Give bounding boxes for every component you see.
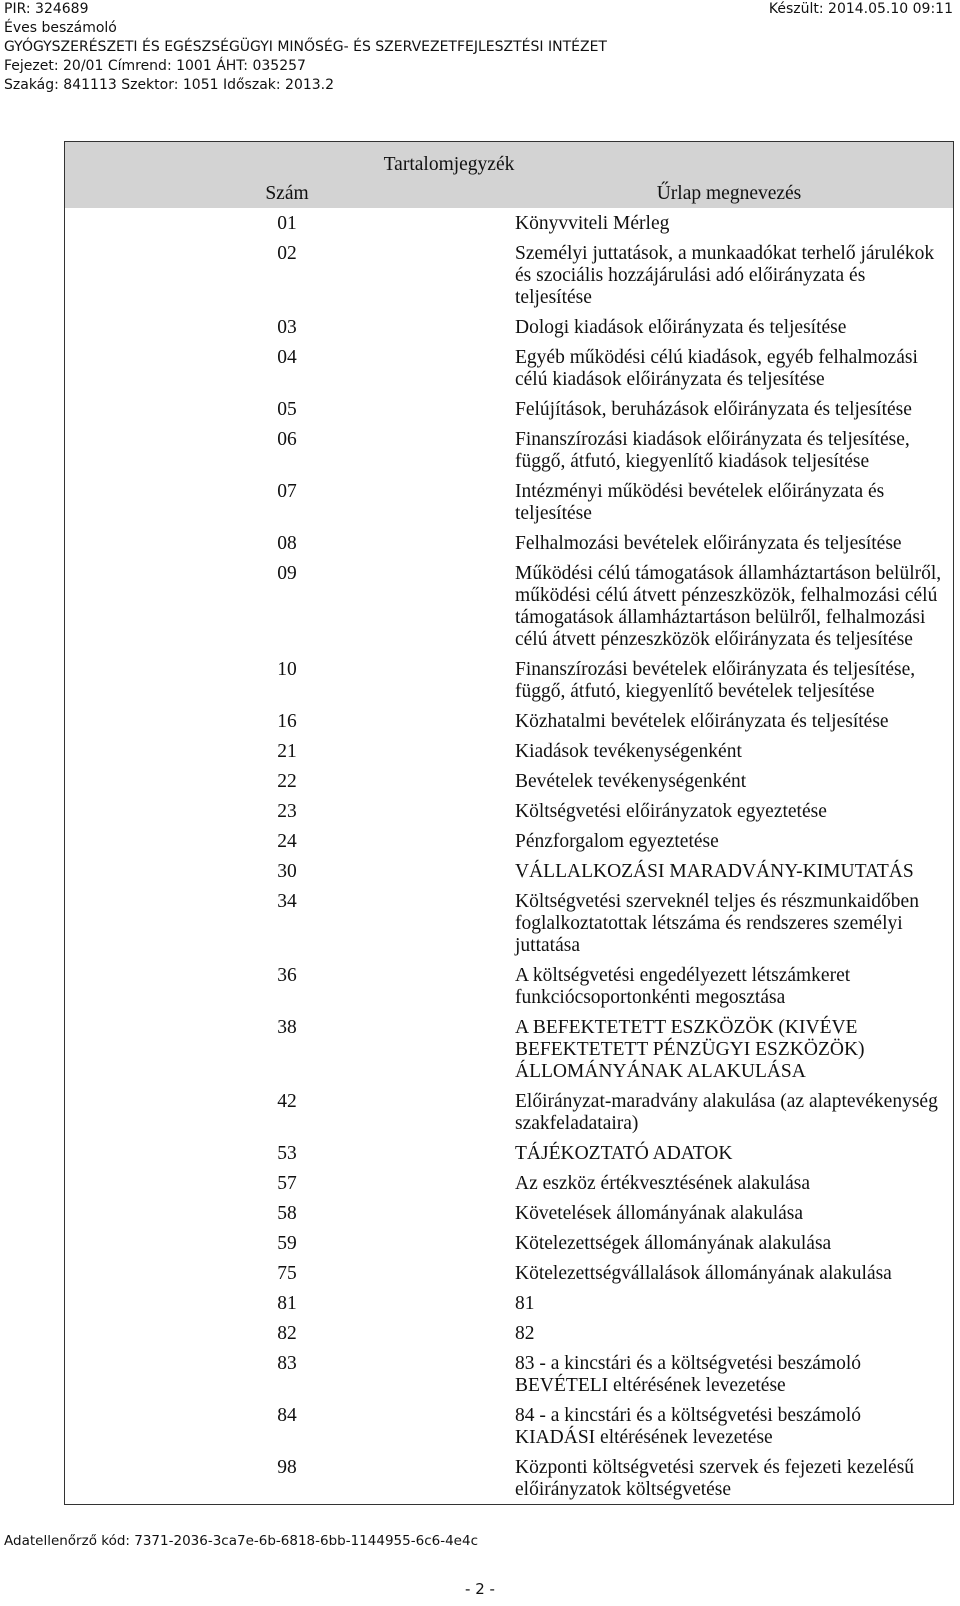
form-number: 21 xyxy=(277,741,297,762)
table-row xyxy=(65,1168,954,1198)
form-name: 84 - a kincstári és a költségvetési beszámoló KIADÁSI eltérésének levezetése xyxy=(515,1405,862,1448)
table-row xyxy=(65,558,954,654)
table-row xyxy=(65,1086,954,1138)
report-type: Éves beszámoló xyxy=(4,20,117,36)
form-number: 09 xyxy=(277,563,297,584)
form-name: Közhatalmi bevételek előirányzata és teljesítése xyxy=(515,711,889,732)
form-name: 83 - a kincstári és a költségvetési beszámoló BEVÉTELI eltérésének levezetése xyxy=(515,1353,862,1396)
table-row xyxy=(65,208,954,238)
table-row xyxy=(65,424,954,476)
form-number: 59 xyxy=(277,1233,297,1254)
table-row xyxy=(65,1318,954,1348)
form-number: 04 xyxy=(277,347,297,368)
form-number: 06 xyxy=(277,429,297,450)
form-name: Dologi kiadások előirányzata és teljesítése xyxy=(515,317,847,338)
column-header-name: Űrlap megnevezés xyxy=(509,178,954,208)
form-name: Működési célú támogatások államháztartáson belülről, működési célú átvett pénzeszközök, felhalmozási célú támogatások államháztartáson belülről, felhalmozási célú átvett pénzeszközök előirányzata és teljesítése xyxy=(515,563,942,650)
form-number: 03 xyxy=(277,317,297,338)
form-name: Kötelezettségek állományának alakulása xyxy=(515,1233,832,1254)
form-number: 23 xyxy=(277,801,297,822)
table-row xyxy=(65,238,954,312)
form-number: 81 xyxy=(277,1293,297,1314)
table-row xyxy=(65,826,954,856)
created-timestamp: Készült: 2014.05.10 09:11 xyxy=(768,1,953,17)
form-number: 36 xyxy=(277,965,297,986)
form-name: Az eszköz értékvesztésének alakulása xyxy=(515,1173,811,1194)
table-row xyxy=(65,394,954,424)
form-number: 83 xyxy=(277,1353,297,1374)
form-name: Kiadások tevékenységenként xyxy=(515,741,742,762)
form-name: Felhalmozási bevételek előirányzata és teljesítése xyxy=(515,533,902,554)
table-row xyxy=(65,1400,954,1452)
form-number: 02 xyxy=(277,243,297,264)
toc-title: Tartalomjegyzék xyxy=(65,142,954,179)
form-name: Előirányzat-maradvány alakulása (az alaptevékenység szakfeladataira) xyxy=(515,1091,938,1134)
form-number: 01 xyxy=(277,213,297,234)
form-name: Könyvviteli Mérleg xyxy=(515,213,670,234)
table-row xyxy=(65,1288,954,1318)
table-row xyxy=(65,1348,954,1400)
form-name: Pénzforgalom egyeztetése xyxy=(515,831,719,852)
form-number: 07 xyxy=(277,481,297,502)
form-name: Finanszírozási bevételek előirányzata és teljesítése, függő, átfutó, kiegyenlítő bevételek teljesítése xyxy=(515,659,916,702)
form-number: 98 xyxy=(277,1457,297,1478)
form-number: 42 xyxy=(277,1091,297,1112)
form-name: Központi költségvetési szervek és fejezeti kezelésű előirányzatok költségvetése xyxy=(515,1457,915,1500)
form-number: 58 xyxy=(277,1203,297,1224)
table-row xyxy=(65,706,954,736)
data-check-code: Adatellenőrző kód: 7371-2036-3ca7e-6b-6818-6bb-1144955-6c6-4e4c xyxy=(4,1533,478,1549)
form-number: 82 xyxy=(277,1323,297,1344)
table-of-contents xyxy=(64,141,954,1505)
table-row xyxy=(65,766,954,796)
form-name: Felújítások, beruházások előirányzata és teljesítése xyxy=(515,399,912,420)
page-number: - 2 - xyxy=(465,1580,495,1598)
table-row xyxy=(65,796,954,826)
form-number: 08 xyxy=(277,533,297,554)
form-number: 30 xyxy=(277,861,297,882)
table-row xyxy=(65,1452,954,1505)
form-number: 57 xyxy=(277,1173,297,1194)
form-name: Személyi juttatások, a munkaadókat terhelő járulékok és szociális hozzájárulási adó előirányzata és teljesítése xyxy=(515,243,935,308)
form-name: Egyéb működési célú kiadások, egyéb felhalmozási célú kiadások előirányzata és teljesítése xyxy=(515,347,918,390)
form-name: Finanszírozási kiadások előirányzata és teljesítése, függő, átfutó, kiegyenlítő kiadások teljesítése xyxy=(515,429,910,472)
form-name: A BEFEKTETETT ESZKÖZÖK (KIVÉVE BEFEKTETETT PÉNZÜGYI ESZKÖZÖK) ÁLLOMÁNYÁNAK ALAKULÁSA xyxy=(515,1017,865,1082)
sector-codes: Szakág: 841113 Szektor: 1051 Időszak: 2013.2 xyxy=(4,77,335,93)
table-row xyxy=(65,342,954,394)
form-number: 75 xyxy=(277,1263,297,1284)
form-number: 24 xyxy=(277,831,297,852)
form-number: 84 xyxy=(277,1405,297,1426)
form-number: 38 xyxy=(277,1017,297,1038)
institution-name: GYÓGYSZERÉSZETI ÉS EGÉSZSÉGÜGYI MINŐSÉG- ÉS SZERVEZETFEJLESZTÉSI INTÉZET xyxy=(4,39,607,55)
form-number: 10 xyxy=(277,659,297,680)
column-header-number: Szám xyxy=(65,178,510,208)
form-name: 82 xyxy=(515,1323,535,1344)
table-row xyxy=(65,1138,954,1168)
form-name: Intézményi működési bevételek előirányzata és teljesítése xyxy=(515,481,885,524)
toc-title-row xyxy=(65,142,954,179)
table-row xyxy=(65,1012,954,1086)
table-row xyxy=(65,960,954,1012)
form-number: 16 xyxy=(277,711,297,732)
form-number: 05 xyxy=(277,399,297,420)
form-name: Követelések állományának alakulása xyxy=(515,1203,804,1224)
chapter-codes: Fejezet: 20/01 Címrend: 1001 ÁHT: 035257 xyxy=(4,58,306,74)
table-row xyxy=(65,1228,954,1258)
pir-number: PIR: 324689 xyxy=(4,1,89,17)
toc-header-row xyxy=(65,178,954,208)
form-name: 81 xyxy=(515,1293,535,1314)
form-name: Költségvetési előirányzatok egyeztetése xyxy=(515,801,827,822)
table-row xyxy=(65,654,954,706)
form-number: 53 xyxy=(277,1143,297,1164)
table-row xyxy=(65,886,954,960)
table-row xyxy=(65,476,954,528)
form-number: 34 xyxy=(277,891,297,912)
table-row xyxy=(65,312,954,342)
form-name: A költségvetési engedélyezett létszámkeret funkciócsoportonkénti megosztása xyxy=(515,965,851,1008)
table-row xyxy=(65,1258,954,1288)
table-row xyxy=(65,856,954,886)
form-name: Költségvetési szerveknél teljes és részmunkaidőben foglalkoztatottak létszáma és rendszeres személyi juttatása xyxy=(515,891,919,956)
table-row xyxy=(65,528,954,558)
form-name: TÁJÉKOZTATÓ ADATOK xyxy=(515,1143,733,1164)
form-name: Kötelezettségvállalások állományának alakulása xyxy=(515,1263,892,1284)
form-number: 22 xyxy=(277,771,297,792)
table-row xyxy=(65,736,954,766)
form-name: VÁLLALKOZÁSI MARADVÁNY-KIMUTATÁS xyxy=(515,861,914,882)
table-row xyxy=(65,1198,954,1228)
form-name: Bevételek tevékenységenként xyxy=(515,771,747,792)
